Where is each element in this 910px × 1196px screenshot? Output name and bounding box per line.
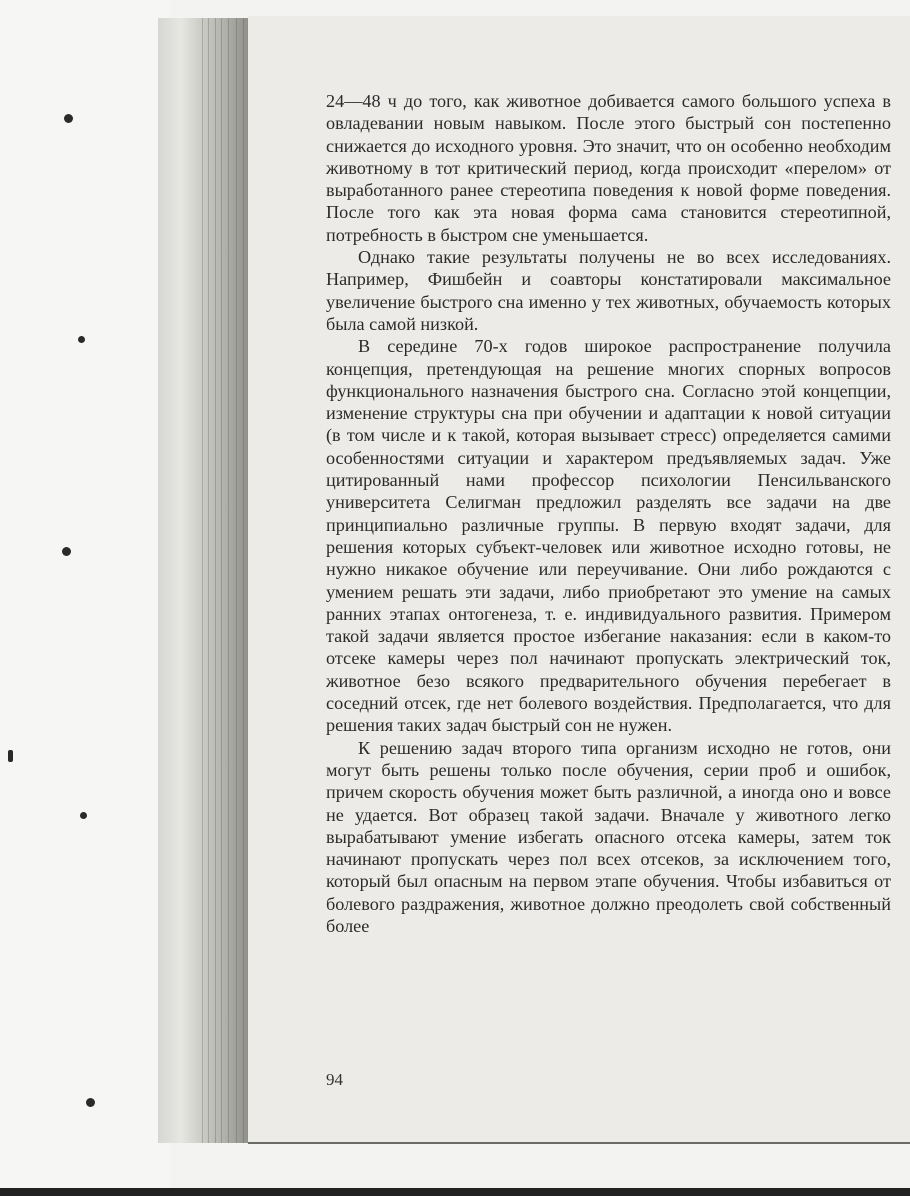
paragraph: В середине 70-х годов широкое распространение получила концепция, претендующая на решение многих спорных вопросов функционального назначения быстрого сна. Согласно этой концепции, изменение структуры сна при обучении и адаптации к новой ситуации (в том числе и к такой, которая вызывает стресс) определяется самими особенностями ситуации и характером предъявляемых задач. Уже цитированный нами профессор психологии Пенсильванского университета Селигман предложил разделять все задачи на две принципиально различные группы. В первую входят задачи, для решения которых субъект-человек или животное исходно готовы, не нужно никакое обучение или переучивание. Они либо рождаются с умением решать эти задачи, либо приобретают это умение на самых ранних этапах онтогенеза, т. е. индивидуального развития. Примером такой задачи является простое избегание наказания: если в каком-то отсеке камеры через пол начинают пропускать электрический ток, животное безо всякого предварительного обучения перебегает в соседний отсек, где нет болевого воздействия. Предполагается, что для решения таких задач быстрый сон не нужен. xyxy=(326,336,891,736)
paragraph: 24—48 ч до того, как животное добивается самого большого успеха в овладевании новым навыком. После этого быстрый сон постепенно снижается до исходного уровня. Это значит, что он особенно необходим животному в тот критический период, когда происходит «перелом» от выработанного ранее стереотипа поведения к новой форме поведения. После того как эта новая форма сама становится стереотипной, потребность в быстром сне уменьшается. xyxy=(326,91,891,245)
binder-hole xyxy=(78,336,85,343)
binder-hole xyxy=(8,750,13,762)
binder-hole xyxy=(62,547,71,556)
binder-hole xyxy=(80,812,87,819)
scan-bottom-edge xyxy=(0,1188,910,1196)
binder-hole xyxy=(86,1098,95,1107)
paragraph: Однако такие результаты получены не во всех исследованиях. Например, Фишбейн и соавторы констатировали максимальное увеличение быстрого сна именно у тех животных, обучаемость которых была самой низкой. xyxy=(326,247,891,334)
page-text xyxy=(326,90,891,937)
page-number: 94 xyxy=(326,1070,343,1089)
paragraph: К решению задач второго типа организм исходно не готов, они могут быть решены только после обучения, серии проб и ошибок, причем скорость обучения может быть различной, а иногда оно и вовсе не удается. Вот образец такой задачи. Вначале у животного легко вырабатывают умение избегать опасного отсека камеры, затем ток начинают пропускать через пол всех отсеков, за исключением того, который был опасным на первом этапе обучения. Чтобы избавиться от болевого раздражения, животное должно преодолеть свой собственный более xyxy=(326,737,891,936)
page-edge-stack xyxy=(158,18,250,1143)
scan-margin xyxy=(0,0,170,1196)
binder-hole xyxy=(64,114,73,123)
